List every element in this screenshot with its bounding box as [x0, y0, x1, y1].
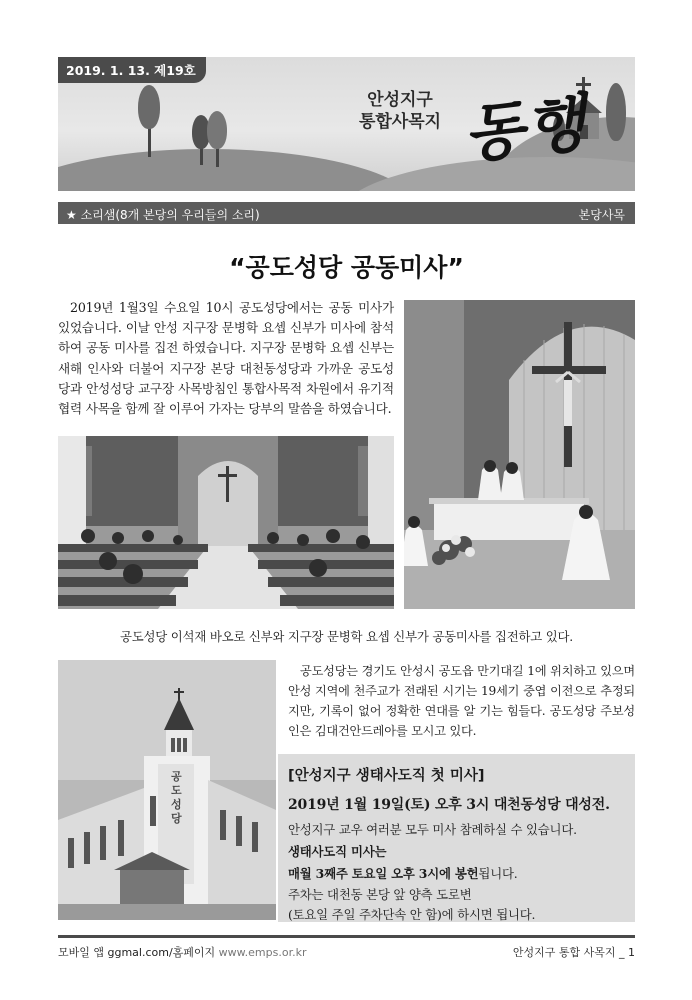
- section-parish: 본당사목: [578, 208, 625, 222]
- footer-website-link[interactable]: www.emps.or.kr: [218, 946, 307, 959]
- notice-line-schedule: 매월 3째주 토요일 오후 3시에 봉헌됩니다.: [288, 866, 518, 881]
- publication-subtitle: 안성지구 통합사목지: [358, 90, 442, 132]
- footer-rule: [58, 935, 635, 938]
- section-bar: [58, 202, 635, 224]
- photo-caption: 공도성당 이석재 바오로 신부와 지구장 문병학 요셉 신부가 공동미사를 집전하고 있다.: [119, 629, 574, 644]
- article-paragraph-1: 2019년 1월3일 수요일 10시 공도성당에서는 공동 미사가 있었습니다. 이날 안성 지구장 문병학 요셉 신부가 미사에 참석하여 공동 미사를 집전 하였습니다. 지구장 문병학 요셉 신부는 새해 인사와 더불어 지구장 본당 대천동성당과 가까운 공도성당과 안성성당 교구장 사목방침인 통합사목적 차원에서 유기적 협력 사목을 함께 잘 이루어 가자는 당부의 말씀을 하였습니다.: [58, 300, 394, 417]
- notice-line-invite: 안성지구 교우 여러분 모두 미사 참례하실 수 있습니다.: [288, 822, 577, 837]
- notice-line-parking: 주차는 대천동 본당 앞 양측 도로변: [288, 887, 472, 902]
- footer-page-label: 안성지구 통합 사목지 _ 1: [512, 946, 635, 959]
- photo-church-nave: [58, 436, 394, 609]
- article-paragraph-2: 공도성당는 경기도 안성시 공도읍 만기대길 1에 위치하고 있으며 안성 지역에 천주교가 전래된 시기는 19세기 중엽 이전으로 추정되지만, 기록이 없어 정확한 연대를 알 기는 힘들다. 공도성당 주보성인은 김대건안드레아를 모시고 있다.: [288, 664, 635, 738]
- notice-date-line: 2019년 1월 19일(토) 오후 3시 대천동성당 대성전.: [288, 797, 610, 813]
- notice-line-mass: 생태사도직 미사는: [288, 844, 387, 859]
- photo-altar-mass: [404, 300, 635, 609]
- notice-box: [278, 754, 635, 922]
- footer-contact: 모바일 앱 ggmal.com/홈페이지 www.emps.or.kr: [58, 946, 307, 959]
- section-label: ★ 소리샘(8개 본당의 우리들의 소리): [66, 208, 260, 222]
- article-headline: “공도성당 공동미사”: [229, 253, 464, 282]
- publication-title: 동행: [460, 85, 591, 172]
- notice-title: [안성지구 생태사도직 첫 미사]: [288, 768, 485, 784]
- notice-line-parking-note: (토요일 주일 주차단속 안 함)에 하시면 됩니다.: [288, 907, 536, 922]
- tree-illustration: [138, 85, 160, 129]
- church-sign-text: 공 도 성 당: [171, 770, 182, 825]
- photo-church-exterior: [58, 660, 276, 920]
- issue-date: 2019. 1. 13. 제19호: [58, 57, 206, 83]
- masthead-banner: [58, 57, 635, 191]
